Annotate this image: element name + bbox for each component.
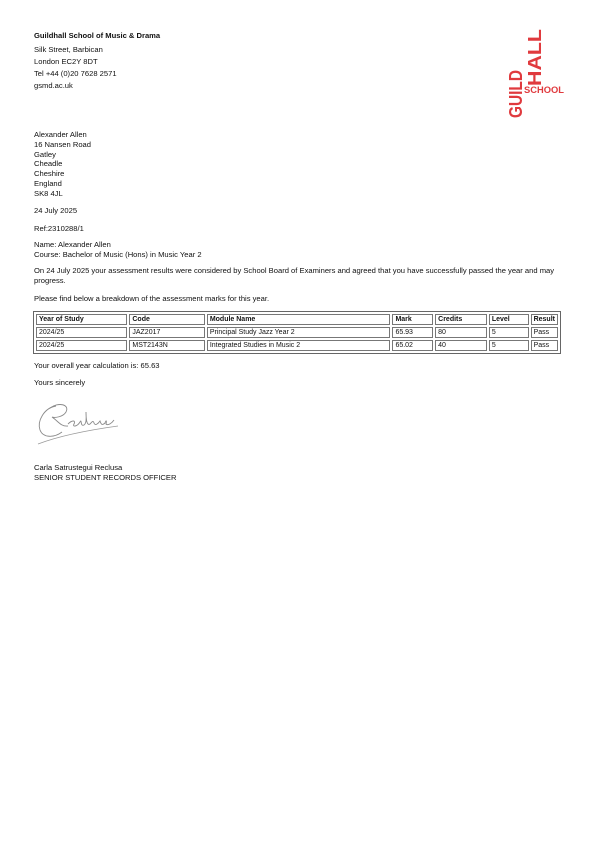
letter-date: 24 July 2025 bbox=[34, 206, 78, 215]
signatory-title: SENIOR STUDENT RECORDS OFFICER bbox=[34, 472, 177, 482]
cell-code: JAZ2017 bbox=[129, 327, 204, 338]
cell-module: Integrated Studies in Music 2 bbox=[207, 340, 391, 351]
logo-word-school: SCHOOL bbox=[524, 85, 565, 95]
recipient-address-line: Gatley bbox=[34, 149, 56, 159]
cell-credits: 40 bbox=[435, 340, 487, 351]
closing-salutation: Yours sincerely bbox=[34, 378, 86, 387]
school-name: Guildhall School of Music & Drama bbox=[34, 31, 161, 40]
student-name: Name: Alexander Allen bbox=[34, 240, 111, 249]
recipient-name: Alexander Allen bbox=[34, 130, 87, 139]
handwritten-signature bbox=[34, 396, 120, 450]
recipient-postcode: SK8 4JL bbox=[34, 188, 63, 198]
cell-mark: 65.02 bbox=[392, 340, 433, 351]
sender-phone: Tel +44 (0)20 7628 2571 bbox=[34, 68, 117, 78]
table-row bbox=[36, 340, 558, 351]
column-header-year: Year of Study bbox=[36, 314, 127, 325]
cell-level: 5 bbox=[489, 327, 529, 338]
guildhall-school-logo bbox=[503, 26, 569, 120]
table-header-row bbox=[36, 314, 558, 325]
signatory-name: Carla Satrustegui Reclusa bbox=[34, 463, 123, 472]
recipient-address-line: England bbox=[34, 178, 62, 188]
column-header-mark: Mark bbox=[392, 314, 433, 325]
assessment-results-table bbox=[33, 311, 561, 354]
logo-word-hall: HALL bbox=[524, 36, 545, 86]
sender-address-line: London EC2Y 8DT bbox=[34, 56, 98, 66]
logo-word-guild: GUILD bbox=[505, 60, 526, 118]
overall-year-calculation: Your overall year calculation is: 65.63 bbox=[34, 361, 160, 370]
column-header-module: Module Name bbox=[207, 314, 391, 325]
sender-address-line: Silk Street, Barbican bbox=[34, 44, 103, 54]
recipient-address bbox=[34, 130, 91, 199]
column-header-result: Result bbox=[531, 314, 558, 325]
results-paragraph: On 24 July 2025 your assessment results were considered by School Board of Examiners and agreed that you have successfully passed the year and may progress. bbox=[34, 266, 555, 285]
cell-result: Pass bbox=[531, 327, 558, 338]
column-header-level: Level bbox=[489, 314, 529, 325]
signatory-block bbox=[34, 463, 176, 482]
cell-module: Principal Study Jazz Year 2 bbox=[207, 327, 391, 338]
sender-website: gsmd.ac.uk bbox=[34, 80, 73, 90]
cell-level: 5 bbox=[489, 340, 529, 351]
sender-block bbox=[34, 31, 160, 92]
cell-result: Pass bbox=[531, 340, 558, 351]
recipient-address-line: Cheadle bbox=[34, 159, 63, 169]
table-row bbox=[36, 327, 558, 338]
cell-year: 2024/25 bbox=[36, 327, 127, 338]
column-header-credits: Credits bbox=[435, 314, 487, 325]
reference-number: Ref:2310288/1 bbox=[34, 224, 84, 233]
cell-mark: 65.93 bbox=[392, 327, 433, 338]
course-name: Course: Bachelor of Music (Hons) in Music Year 2 bbox=[34, 250, 202, 259]
column-header-code: Code bbox=[129, 314, 204, 325]
cell-code: MST2143N bbox=[129, 340, 204, 351]
recipient-address-line: Cheshire bbox=[34, 169, 65, 179]
breakdown-intro: Please find below a breakdown of the assessment marks for this year. bbox=[34, 294, 270, 303]
recipient-address-line: 16 Nansen Road bbox=[34, 139, 91, 149]
cell-credits: 80 bbox=[435, 327, 487, 338]
cell-year: 2024/25 bbox=[36, 340, 127, 351]
